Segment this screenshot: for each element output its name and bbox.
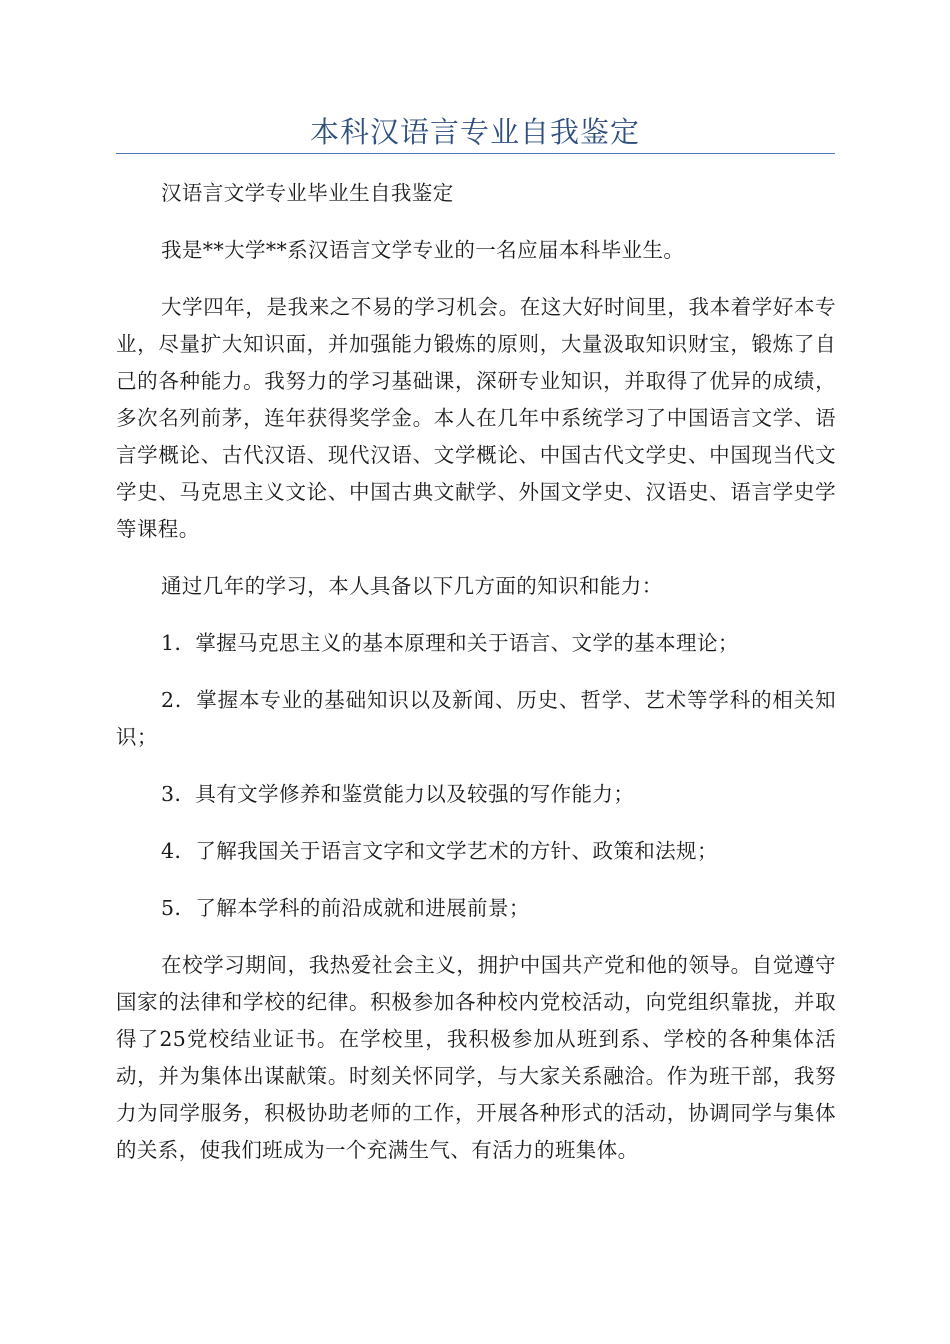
paragraph-intro: 我是**大学**系汉语言文学专业的一名应届本科毕业生。 <box>161 238 685 262</box>
list-item-4: 4．了解我国关于语言文字和文学艺术的方针、政策和法规； <box>161 839 718 863</box>
paragraph-subtitle: 汉语言文学专业毕业生自我鉴定 <box>161 181 454 205</box>
list-item-5: 5．了解本学科的前沿成就和进展前景； <box>161 896 530 920</box>
list-item-2: 2．掌握本专业的基础知识以及新闻、历史、哲学、艺术等学科的相关知识； <box>116 688 836 749</box>
list-item-1: 1．掌握马克思主义的基本原理和关于语言、文学的基本理论； <box>161 631 739 655</box>
paragraph-campus-life: 在校学习期间，我热爱社会主义，拥护中国共产党和他的领导。自觉遵守国家的法律和学校的纪律。积极参加各种校内党校活动，向党组织靠拢，并取得了25党校结业证书。在学校里，我积极参加从班到系、学校的各种集体活动，并为集体出谋献策。时刻关怀同学，与大家关系融洽。作为班干部，我努力为同学服务，积极协助老师的工作，开展各种形式的活动，协调同学与集体的关系，使我们班成为一个充满生气、有活力的班集体。 <box>116 953 836 1162</box>
paragraph-abilities-heading: 通过几年的学习，本人具备以下几方面的知识和能力： <box>161 574 663 598</box>
document-title: 本科汉语言专业自我鉴定 <box>309 115 640 149</box>
paragraph-study: 大学四年，是我来之不易的学习机会。在这大好时间里，我本着学好本专业，尽量扩大知识面，并加强能力锻炼的原则，大量汲取知识财宝，锻炼了自己的各种能力。我努力的学习基础课，深研专业知识，并取得了优异的成绩，多次名列前茅，连年获得奖学金。本人在几年中系统学习了中国语言文学、语言学概论、古代汉语、现代汉语、文学概论、中国古代文学史、中国现当代文学史、马克思主义文论、中国古典文献学、外国文学史、汉语史、语言学史学等课程。 <box>116 295 836 541</box>
list-item-3: 3．具有文学修养和鉴赏能力以及较强的写作能力； <box>161 782 635 806</box>
document-body <box>116 175 836 1189</box>
title-underline-rule <box>116 153 835 154</box>
